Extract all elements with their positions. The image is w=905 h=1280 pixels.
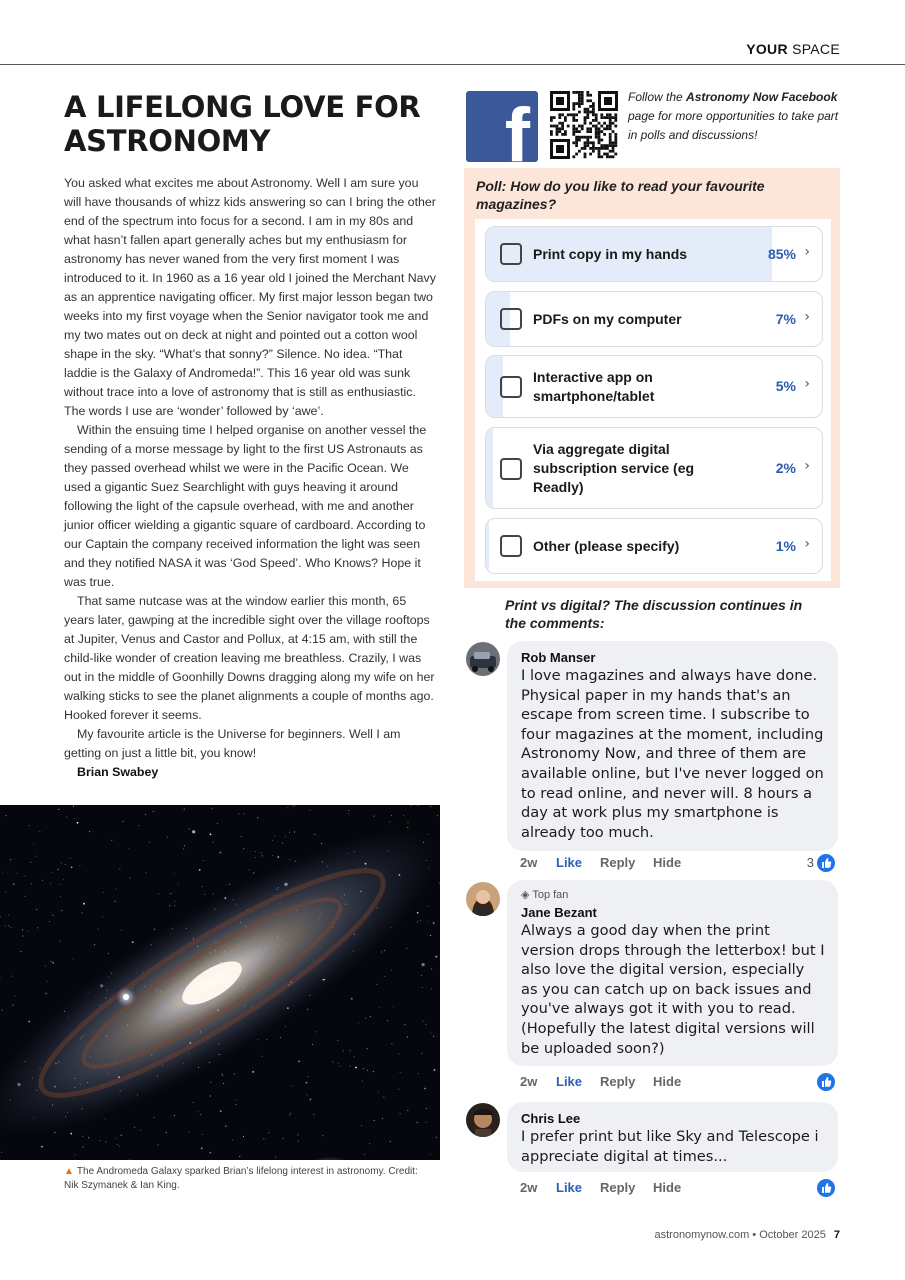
page-number: 7	[833, 1229, 840, 1241]
checkbox[interactable]	[500, 458, 522, 480]
chevron-right-icon: ›	[804, 309, 810, 325]
hide-button[interactable]: Hide	[653, 855, 682, 870]
follow-text-brand: Astronomy Now Facebook	[686, 90, 838, 104]
poll-option-print[interactable]	[485, 226, 823, 282]
chevron-right-icon: ›	[804, 458, 810, 474]
comment-text: Always a good day when the print version drops through the letterbox! but I also love the digital version, especially as you can catch up on back issues and you've always got it with you to read. (Hopefully the latest digital versions will be uploaded soon?)	[521, 922, 825, 1057]
comment-bubble	[507, 641, 838, 851]
letter-paragraph-2: Within the ensuing time I helped organise on another vessel the sending of a morse message by light to the first US Astronauts as they passed overhead whilst we were in the Pacific Ocean. We used a gigantic Suez Searchlight with guys heaving it around following the light of the capsule overhead, with me and another junior officer wielding a gigantic square of cardboard. According to our Captain the company received information the light was seen and they notified NASA it was ‘God Speed’. Who Knows? Hope it was true.	[64, 423, 427, 589]
reply-button[interactable]: Reply	[600, 1180, 636, 1195]
thumbs-up-icon[interactable]	[817, 854, 835, 872]
poll-option-label: PDFs on my computer	[533, 311, 682, 327]
poll-option-pdf[interactable]	[485, 291, 823, 347]
avatar[interactable]	[466, 882, 500, 916]
checkbox[interactable]	[500, 308, 522, 330]
poll-option-percent: 85%	[767, 246, 796, 262]
section-tag-bold: YOUR	[746, 41, 788, 57]
checkbox[interactable]	[500, 535, 522, 557]
comment-text: I love magazines and always have done. Physical paper in my hands that's an escape from screen time. I subscribe to four magazines at the moment, including Astronomy Now, and three of them are available online, but I've never logged on to read online, and never will. 8 hours a day at work plus my smartphone is already too much.	[521, 667, 824, 841]
poll-option-percent: 2%	[775, 460, 796, 476]
checkbox[interactable]	[500, 243, 522, 265]
article-title: A LIFELONG LOVE FOR ASTRONOMY	[64, 90, 421, 158]
like-button[interactable]: Like	[556, 855, 583, 870]
letter-paragraph-4: My favourite article is the Universe for beginners. Well I am getting on just a little bit, you know!	[64, 727, 401, 760]
facebook-logo-icon[interactable]	[466, 91, 538, 162]
poll-option-label: Interactive app on smartphone/tablet	[533, 369, 655, 404]
avatar[interactable]	[466, 1103, 500, 1137]
comment-time[interactable]: 2w	[520, 855, 538, 870]
reaction-count: 3	[806, 855, 814, 870]
like-button[interactable]: Like	[556, 1180, 583, 1195]
qr-code[interactable]	[550, 91, 618, 159]
avatar[interactable]	[466, 642, 500, 676]
poll-option-other[interactable]	[485, 518, 823, 574]
badge-label: Top fan	[532, 889, 569, 901]
letter-paragraph-3: That same nutcase was at the window earlier this month, 65 years later, gawping at the incredible sight over the village rooftops at Jupiter, Venus and Castor and Pollux, at 4:15 am, with still the child-like wonder of creation leaving me breathless. Crazily, I was out in the middle of Goonhilly Downs dragging along my wife on her walking sticks to see the planet alignments a couple of months ago. Hooked forever it seems.	[64, 594, 435, 722]
diamond-icon: ◈	[521, 889, 530, 901]
comment-bubble	[507, 880, 838, 1066]
like-button[interactable]: Like	[556, 1074, 583, 1089]
chevron-right-icon: ›	[804, 244, 810, 260]
letter-paragraph-1: You asked what excites me about Astronomy. Well I am sure you will have thousands of whizz kids answering so can I bring the other end of the spectrum into focus for a second. I am in my 80s and what hasn’t fallen apart generally aches but my enthusiasm for astronomy has never waned from the very first moment I was introduced to it. In 1960 as a 16 year old I joined the Merchant Navy as an apprentice navigating officer. My first major lesson began two weeks into my first voyage when the Senior navigator took me and my two mates out on deck at night and pointed out a cotton wool shape in the sky. “What’s that sonny?” Silence. No idea. “That laddie is the Galaxy of Andromeda!”. This 16 year old was sunk without trace into a love of astronomy that is still as enthusiastic. The words I use are ‘wonder’ followed by ‘awe’.	[64, 176, 436, 418]
poll-option-label: Print copy in my hands	[533, 246, 688, 262]
comment-time[interactable]: 2w	[520, 1180, 538, 1195]
comment-time[interactable]: 2w	[520, 1074, 538, 1089]
header-rule	[0, 64, 905, 65]
comment-text: I prefer print but like Sky and Telescope i appreciate digital at times...	[521, 1128, 819, 1165]
chevron-right-icon: ›	[804, 376, 810, 392]
hide-button[interactable]: Hide	[653, 1180, 682, 1195]
chevron-right-icon: ›	[804, 536, 810, 552]
footer-site: astronomynow.com • October 2025	[654, 1229, 826, 1241]
reply-button[interactable]: Reply	[600, 855, 636, 870]
photo-caption	[64, 1165, 434, 1193]
letter-signature: Brian Swabey	[77, 765, 159, 779]
top-fan-badge	[521, 888, 825, 902]
facebook-logo-letter: f	[504, 93, 530, 162]
facebook-follow-text	[628, 88, 843, 145]
poll-bar	[486, 428, 493, 508]
poll-question: Poll: How do you like to read your favourite magazines?	[476, 178, 765, 212]
comment-actions	[520, 1074, 838, 1094]
comment-actions	[520, 1180, 838, 1200]
comment-author[interactable]: Jane Bezant	[521, 905, 597, 920]
poll-option-label: Via aggregate digital subscription service (eg Readly)	[533, 441, 695, 495]
letter-body	[64, 174, 438, 782]
poll-option-aggregate[interactable]	[485, 427, 823, 509]
thumbs-up-icon[interactable]	[817, 1073, 835, 1091]
hide-button[interactable]: Hide	[653, 1074, 682, 1089]
andromeda-galaxy-photo	[0, 805, 440, 1160]
comment-author[interactable]: Rob Manser	[521, 650, 596, 665]
section-tag-rest: SPACE	[792, 41, 840, 57]
section-tag	[746, 41, 840, 57]
poll-option-percent: 5%	[775, 378, 796, 394]
thumbs-up-icon[interactable]	[817, 1179, 835, 1197]
poll-option-label: Other (please specify)	[533, 538, 680, 554]
follow-text-start: Follow the	[628, 90, 687, 104]
checkbox[interactable]	[500, 376, 522, 398]
discussion-heading: Print vs digital? The discussion continues in the comments:	[505, 597, 803, 631]
comment-author[interactable]: Chris Lee	[521, 1111, 581, 1126]
poll-option-app[interactable]	[485, 355, 823, 418]
caption-text: The Andromeda Galaxy sparked Brian’s lifelong interest in astronomy. Credit: Nik Szymanek & Ian King.	[64, 1166, 418, 1191]
page-footer	[654, 1229, 840, 1241]
poll-option-percent: 7%	[775, 311, 796, 327]
comment-actions	[520, 855, 838, 875]
poll-bar	[486, 519, 489, 573]
comment-bubble	[507, 1102, 838, 1172]
caption-triangle-icon: ▲	[64, 1166, 74, 1177]
poll-option-percent: 1%	[775, 538, 796, 554]
follow-text-end: page for more opportunities to take part in polls and discussions!	[628, 109, 839, 142]
reply-button[interactable]: Reply	[600, 1074, 636, 1089]
